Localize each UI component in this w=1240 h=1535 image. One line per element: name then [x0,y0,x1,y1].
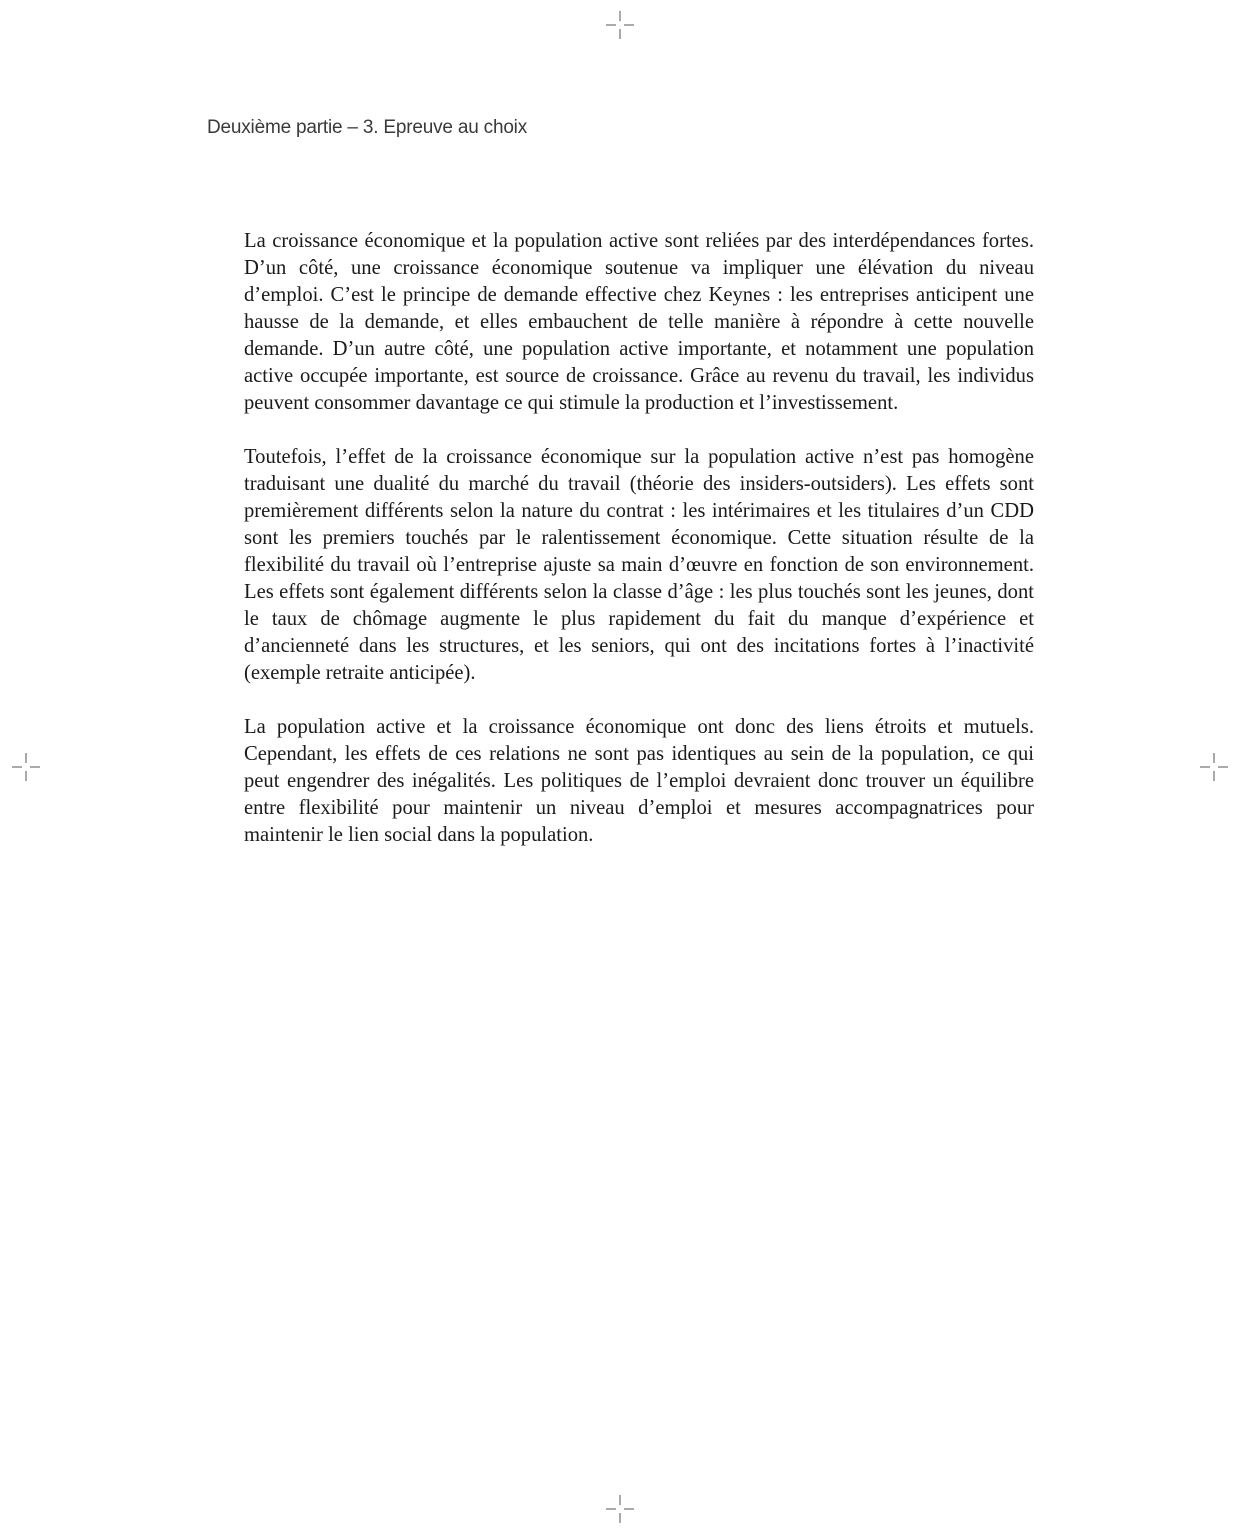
paragraph-1: La croissance économique et la population active sont reliées par des interdépendances fortes. D’un côté, une croissance économique soutenue va impliquer une élévation du niveau d’emploi. C’est le principe de demande effective chez Keynes : les entreprises anticipent une hausse de la demande, et elles embauchent de telle manière à répondre à cette nouvelle demande. D’un autre côté, une population active importante, et notamment une population active occupée importante, est source de croissance. Grâce au revenu du travail, les individus peuvent consommer davantage ce qui stimule la production et l’investissement. [244,230,1034,414]
body-text [244,228,1034,876]
crop-mark-bottom-icon [606,1495,634,1523]
crop-mark-top-icon [606,11,634,39]
paragraph-3: La population active et la croissance économique ont donc des liens étroits et mutuels. Cependant, les effets de ces relations ne sont pas identiques au sein de la population, ce qui peut engendrer des inégalités. Les politiques de l’emploi devraient donc trouver un équilibre entre flexibilité pour maintenir un niveau d’emploi et mesures accompagnatrices pour maintenir le lien social dans la population. [244,716,1034,846]
running-header: Deuxième partie – 3. Epreuve au choix [207,117,528,138]
paragraph-2: Toutefois, l’effet de la croissance économique sur la population active n’est pas homogène traduisant une dualité du marché du travail (théorie des insiders-outsiders). Les effets sont premièrement différents selon la nature du contrat : les intérimaires et les titulaires d’un CDD sont les premiers touchés par le ralentissement économique. Cette situation résulte de la flexibilité du travail où l’entreprise ajuste sa main d’œuvre en fonction de son environnement. Les effets sont également différents selon la classe d’âge : les plus touchés sont les jeunes, dont le taux de chômage augmente le plus rapidement du fait du manque d’expérience et d’ancienneté dans les structures, et les seniors, qui ont des incitations fortes à l’inactivité (exemple retraite anticipée). [244,446,1034,684]
crop-mark-right-icon [1200,753,1228,781]
crop-mark-left-icon [12,753,40,781]
